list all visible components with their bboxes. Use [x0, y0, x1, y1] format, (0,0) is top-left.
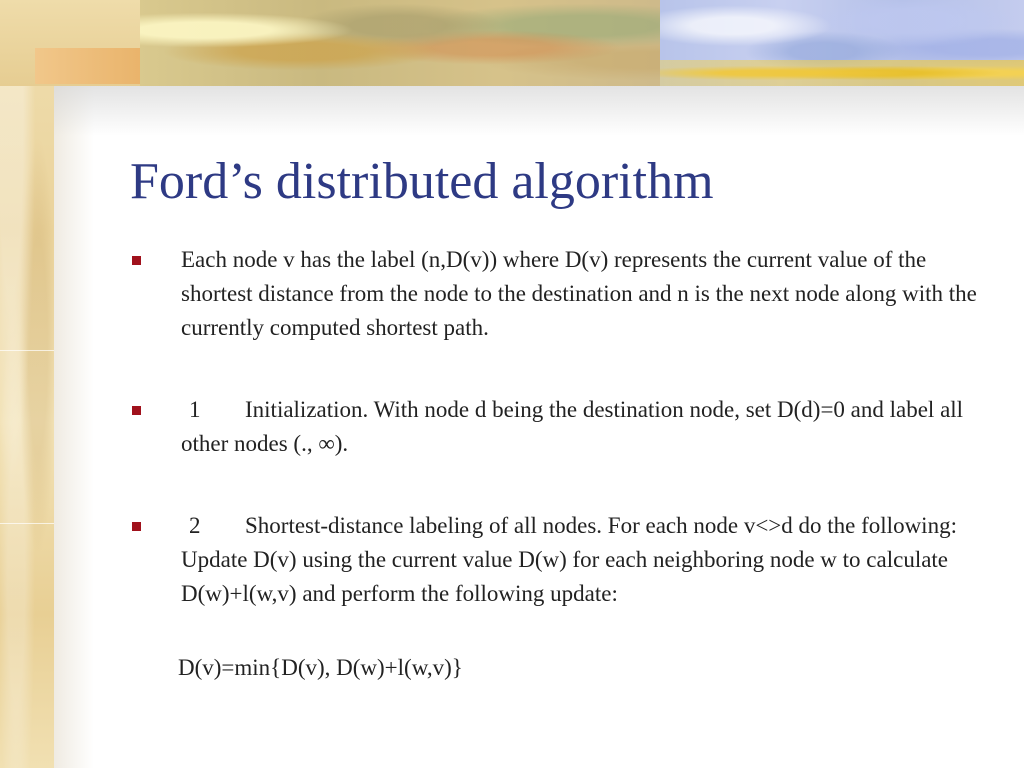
step-number: 1	[189, 397, 201, 422]
square-bullet-icon	[132, 256, 141, 265]
parchment-strip	[0, 0, 54, 768]
bullet-text: Shortest-distance labeling of all nodes. For each node v<>d do the following: Update D(v) using the current value D(w) for each neighboring node w to calculate D(w)+l(w,v) and perform the following update:	[181, 513, 957, 606]
square-bullet-icon	[132, 522, 141, 531]
slide-title: Ford’s distributed algorithm	[130, 153, 714, 210]
bullet-text: Each node v has the label (n,D(v)) where D(v) represents the current value of the shortest distance from the node to the destination and n is the next node along with the currently computed shortest path.	[181, 247, 977, 340]
bullet-item	[130, 393, 990, 461]
bullet-text: Initialization. With node d being the destination node, set D(d)=0 and label all other nodes (., ∞).	[181, 397, 964, 456]
decorative-banner	[0, 0, 1024, 86]
banner-gold-foliage	[660, 60, 1024, 86]
banner-orange-block	[35, 48, 145, 84]
strip-seam	[0, 350, 54, 351]
square-bullet-icon	[132, 406, 141, 415]
bullet-list	[130, 243, 990, 611]
bullet-item	[130, 243, 990, 345]
banner-leaves-image	[140, 0, 680, 86]
banner-shadow	[54, 86, 1024, 136]
update-formula: D(v)=min{D(v), D(w)+l(w,v)}	[178, 655, 463, 680]
strip-seam	[0, 523, 54, 524]
bullet-item	[130, 509, 990, 611]
step-number: 2	[189, 513, 201, 538]
